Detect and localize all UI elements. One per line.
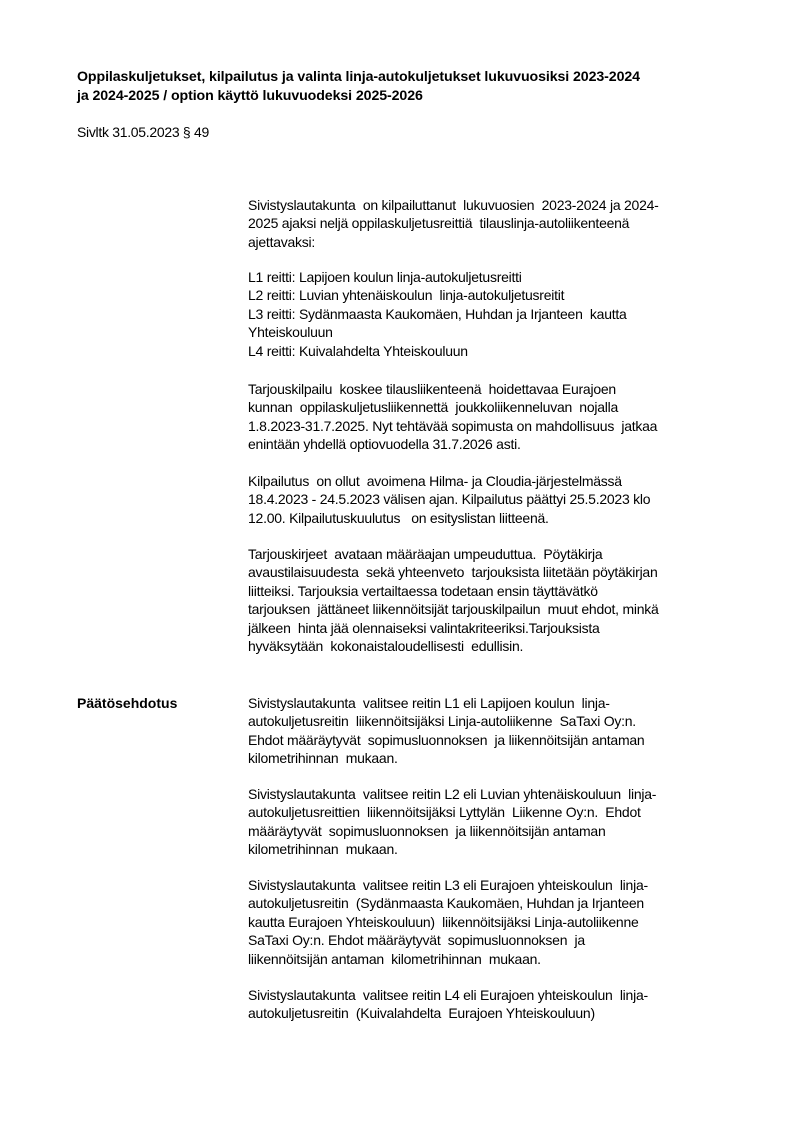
proposal-l4	[248, 986, 748, 1023]
proposal-l3	[248, 876, 748, 968]
proposal-l2	[248, 785, 748, 859]
text-line: Kilpailutus on ollut avoimena Hilma- ja Cloudia-järjestelmässä	[248, 473, 622, 489]
text-line: Sivistyslautakunta valitsee reitin L2 eli Luvian yhtenäiskouluun linja-	[248, 786, 657, 802]
routes-list	[248, 268, 748, 360]
route-item: L2 reitti: Luvian yhtenäiskoulun linja-autokuljetusreitit	[248, 287, 565, 304]
route-item: L1 reitti: Lapijoen koulun linja-autokuljetusreitti	[248, 269, 522, 285]
text-line: 2025 ajaksi neljä oppilaskuljetusreittiä tilauslinja-autoliikenteenä	[248, 215, 630, 232]
meeting-reference: Sivltk 31.05.2023 § 49	[77, 124, 209, 140]
route-item: L4 reitti: Kuivalahdelta Yhteiskouluun	[248, 342, 468, 359]
text-line: jälkeen hinta jää olennaiseksi valintakriteeriksi.Tarjouksista	[248, 619, 600, 636]
text-line: kilometrihinnan mukaan.	[248, 750, 398, 767]
text-line: Ehdot määräytyvät sopimusluonnoksen ja liikennöitsijän antaman	[248, 731, 645, 748]
intro-paragraph	[248, 196, 748, 251]
text-line: tarjouksen jättäneet liikennöitsijät tarjouskilpailun muut ehdot, minkä	[248, 601, 659, 618]
text-line: autokuljetusreitin liikennöitsijäksi Linja-autoliikenne SaTaxi Oy:n.	[248, 713, 636, 730]
text-line: kunnan oppilaskuljetusliikennettä joukkoliikenneluvan nojalla	[248, 399, 619, 416]
route-item: L3 reitti: Sydänmaasta Kaukomäen, Huhdan ja Irjanteen kautta	[248, 305, 627, 322]
proposal-l1	[248, 694, 748, 768]
text-line: enintään yhdellä optiovuodella 31.7.2026 asti.	[248, 436, 521, 453]
text-line: liitteiksi. Tarjouksia vertailtaessa todetaan ensin täyttävätkö	[248, 582, 598, 599]
tender-paragraph	[248, 380, 748, 454]
text-line: autokuljetusreitin (Sydänmaasta Kaukomäen, Huhdan ja Irjanteen	[248, 895, 644, 912]
title-line: ja 2024-2025 / option käyttö lukuvuodeksi 2025-2026	[77, 87, 423, 104]
text-line: 18.4.2023 - 24.5.2023 välisen ajan. Kilpailutus päättyi 25.5.2023 klo	[248, 491, 651, 508]
route-item: Yhteiskouluun	[248, 324, 333, 341]
proposal-label: Päätösehdotus	[77, 695, 178, 711]
competition-paragraph	[248, 472, 748, 527]
text-line: SaTaxi Oy:n. Ehdot määräytyvät sopimusluonnoksen ja	[248, 932, 585, 949]
text-line: Tarjouskilpailu koskee tilausliikenteenä hoidettavaa Eurajoen	[248, 381, 616, 397]
text-line: määräytyvät sopimusluonnoksen ja liikennöitsijän antaman	[248, 822, 606, 839]
text-line: ajettavaksi:	[248, 233, 316, 250]
text-line: autokuljetusreittien liikennöitsijäksi Lyttylän Liikenne Oy:n. Ehdot	[248, 804, 641, 821]
text-line: Tarjouskirjeet avataan määräajan umpeuduttua. Pöytäkirja	[248, 546, 603, 562]
document-title	[77, 68, 757, 105]
text-line: 12.00. Kilpailutuskuulutus on esityslistan liitteenä.	[248, 509, 549, 526]
text-line: hyväksytään kokonaistaloudellisesti edullisin.	[248, 638, 524, 655]
text-line: avaustilaisuudesta sekä yhteenveto tarjouksista liitetään pöytäkirjan	[248, 564, 658, 581]
text-line: kilometrihinnan mukaan.	[248, 841, 398, 858]
title-line: Oppilaskuljetukset, kilpailutus ja valinta linja-autokuljetukset lukuvuosiksi 2023-2024	[77, 69, 640, 85]
text-line: Sivistyslautakunta valitsee reitin L4 eli Eurajoen yhteiskoulun linja-	[248, 987, 648, 1003]
text-line: Sivistyslautakunta on kilpailuttanut lukuvuosien 2023-2024 ja 2024-	[248, 197, 659, 213]
text-line: Sivistyslautakunta valitsee reitin L1 eli Lapijoen koulun linja-	[248, 695, 610, 711]
text-line: autokuljetusreitin (Kuivalahdelta Eurajoen Yhteiskouluun)	[248, 1005, 595, 1022]
text-line: kautta Eurajoen Yhteiskouluun) liikennöitsijäksi Linja-autoliikenne	[248, 913, 639, 930]
text-line: Sivistyslautakunta valitsee reitin L3 eli Eurajoen yhteiskoulun linja-	[248, 877, 648, 893]
offers-paragraph	[248, 545, 748, 655]
text-line: 1.8.2023-31.7.2025. Nyt tehtävää sopimusta on mahdollisuus jatkaa	[248, 417, 658, 434]
text-line: liikennöitsijän antaman kilometrihinnan mukaan.	[248, 950, 541, 967]
